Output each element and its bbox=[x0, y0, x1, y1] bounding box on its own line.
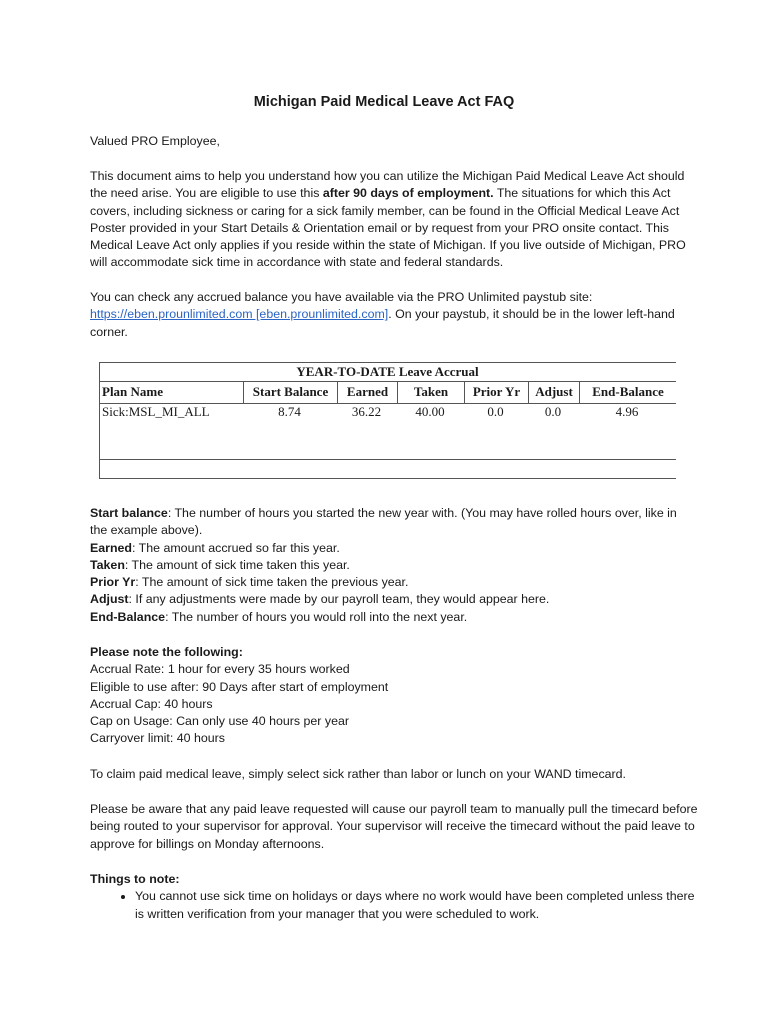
table-caption: YEAR-TO-DATE Leave Accrual bbox=[296, 364, 479, 379]
aware-paragraph: Please be aware that any paid leave requested will cause our payroll team to manually pull the timecard before being routed to your supervisor for approval. Your supervisor will receive the timecard without the paid leave to approve for billings on Monday afternoons. bbox=[90, 802, 698, 851]
term-text: : The amount of sick time taken the previous year. bbox=[135, 575, 409, 590]
term: Start balance bbox=[90, 506, 168, 520]
header-start-balance: Start Balance bbox=[243, 382, 337, 403]
table-separator bbox=[99, 459, 676, 460]
term: End-Balance bbox=[90, 609, 166, 624]
cell-plan-name: Sick:MSL_MI_ALL bbox=[102, 404, 210, 419]
definition-adjust bbox=[90, 591, 685, 608]
note-line-carryover: Carryover limit: 40 hours bbox=[90, 731, 225, 746]
term: Prior Yr bbox=[90, 575, 136, 590]
intro-paragraph bbox=[90, 168, 690, 272]
things-to-note-section bbox=[90, 871, 700, 923]
definitions-list bbox=[90, 505, 685, 626]
things-bullet-list bbox=[90, 888, 700, 923]
page-title: Michigan Paid Medical Leave Act FAQ bbox=[253, 94, 515, 110]
cell-earned: 36.22 bbox=[351, 404, 382, 419]
intro-text-1: This document aims to help you understand how you can utilize the Michigan Paid Medical Leave Act should the need arise. You are eligible to use this bbox=[90, 169, 685, 201]
term: Adjust bbox=[90, 592, 129, 607]
cell-taken: 40.00 bbox=[415, 404, 445, 419]
balance-text-after: . On your paystub, it should be in the lower left-hand corner. bbox=[90, 307, 675, 339]
term-text: : The number of hours you started the new year with. (You may have rolled hours over, like in the example above). bbox=[90, 506, 677, 538]
cell-adjust: 0.0 bbox=[544, 404, 562, 419]
balance-text-before: You can check any accrued balance you have available via the PRO Unlimited paystub site: bbox=[90, 290, 593, 304]
list-item: • You cannot use sick time on holidays or days where no work would have been completed unless there is written verification from your manager that you were scheduled to work. bbox=[135, 888, 700, 923]
cell-end-balance: 4.96 bbox=[615, 404, 639, 419]
definition-end-balance bbox=[90, 609, 685, 626]
header-prior-yr: Prior Yr bbox=[464, 382, 528, 403]
note-heading: Please note the following: bbox=[90, 645, 243, 659]
table-header-row bbox=[99, 381, 676, 404]
cell-prior-yr: 0.0 bbox=[487, 404, 504, 419]
term-text: : If any adjustments were made by our payroll team, they would appear here. bbox=[128, 592, 550, 607]
term: Earned bbox=[90, 540, 133, 555]
table-border-bottom bbox=[99, 478, 676, 479]
balance-paragraph bbox=[90, 289, 680, 341]
definition-start-balance bbox=[90, 505, 685, 540]
term-text: : The amount of sick time taken this year. bbox=[124, 557, 350, 572]
term-text: : The number of hours you would roll into the next year. bbox=[165, 609, 468, 624]
ytd-leave-accrual-table bbox=[99, 362, 676, 479]
cell-start-balance: 8.74 bbox=[278, 404, 301, 419]
note-line-eligible: Eligible to use after: 90 Days after start of employment bbox=[90, 679, 389, 694]
note-line-accrual-cap: Accrual Cap: 40 hours bbox=[90, 696, 213, 711]
header-adjust: Adjust bbox=[528, 382, 579, 403]
definition-taken bbox=[90, 557, 685, 574]
term: Taken bbox=[90, 557, 125, 572]
header-taken: Taken bbox=[397, 382, 464, 403]
header-plan-name: Plan Name bbox=[102, 384, 164, 399]
definition-prior-yr bbox=[90, 574, 685, 591]
intro-bold: after 90 days of employment. bbox=[322, 186, 494, 201]
greeting: Valued PRO Employee, bbox=[90, 134, 220, 148]
things-heading: Things to note: bbox=[90, 872, 180, 886]
term-text: : The amount accrued so far this year. bbox=[132, 540, 340, 555]
note-section bbox=[90, 644, 690, 748]
claim-paragraph: To claim paid medical leave, simply select sick rather than labor or lunch on your WAND timecard. bbox=[90, 767, 626, 781]
header-end-balance: End-Balance bbox=[579, 382, 676, 403]
paystub-site-link[interactable]: https://eben.prounlimited.com [eben.prounlimited.com] bbox=[90, 307, 389, 322]
header-earned: Earned bbox=[337, 382, 397, 403]
note-line-usage-cap: Cap on Usage: Can only use 40 hours per year bbox=[90, 714, 349, 729]
definition-earned bbox=[90, 540, 685, 557]
intro-text-2: The situations for which this Act covers, including sickness or caring for a sick family member, can be found in the Official Medical Leave Act Poster provided in your Start Details & Orientation email or by request from your PRO onsite contact. This Medical Leave Act only applies if you reside within the state of Michigan. If you live outside of Michigan, PRO will accommodate sick time in accordance with state and federal standards. bbox=[90, 186, 686, 270]
note-line-accrual-rate: Accrual Rate: 1 hour for every 35 hours worked bbox=[90, 662, 350, 677]
